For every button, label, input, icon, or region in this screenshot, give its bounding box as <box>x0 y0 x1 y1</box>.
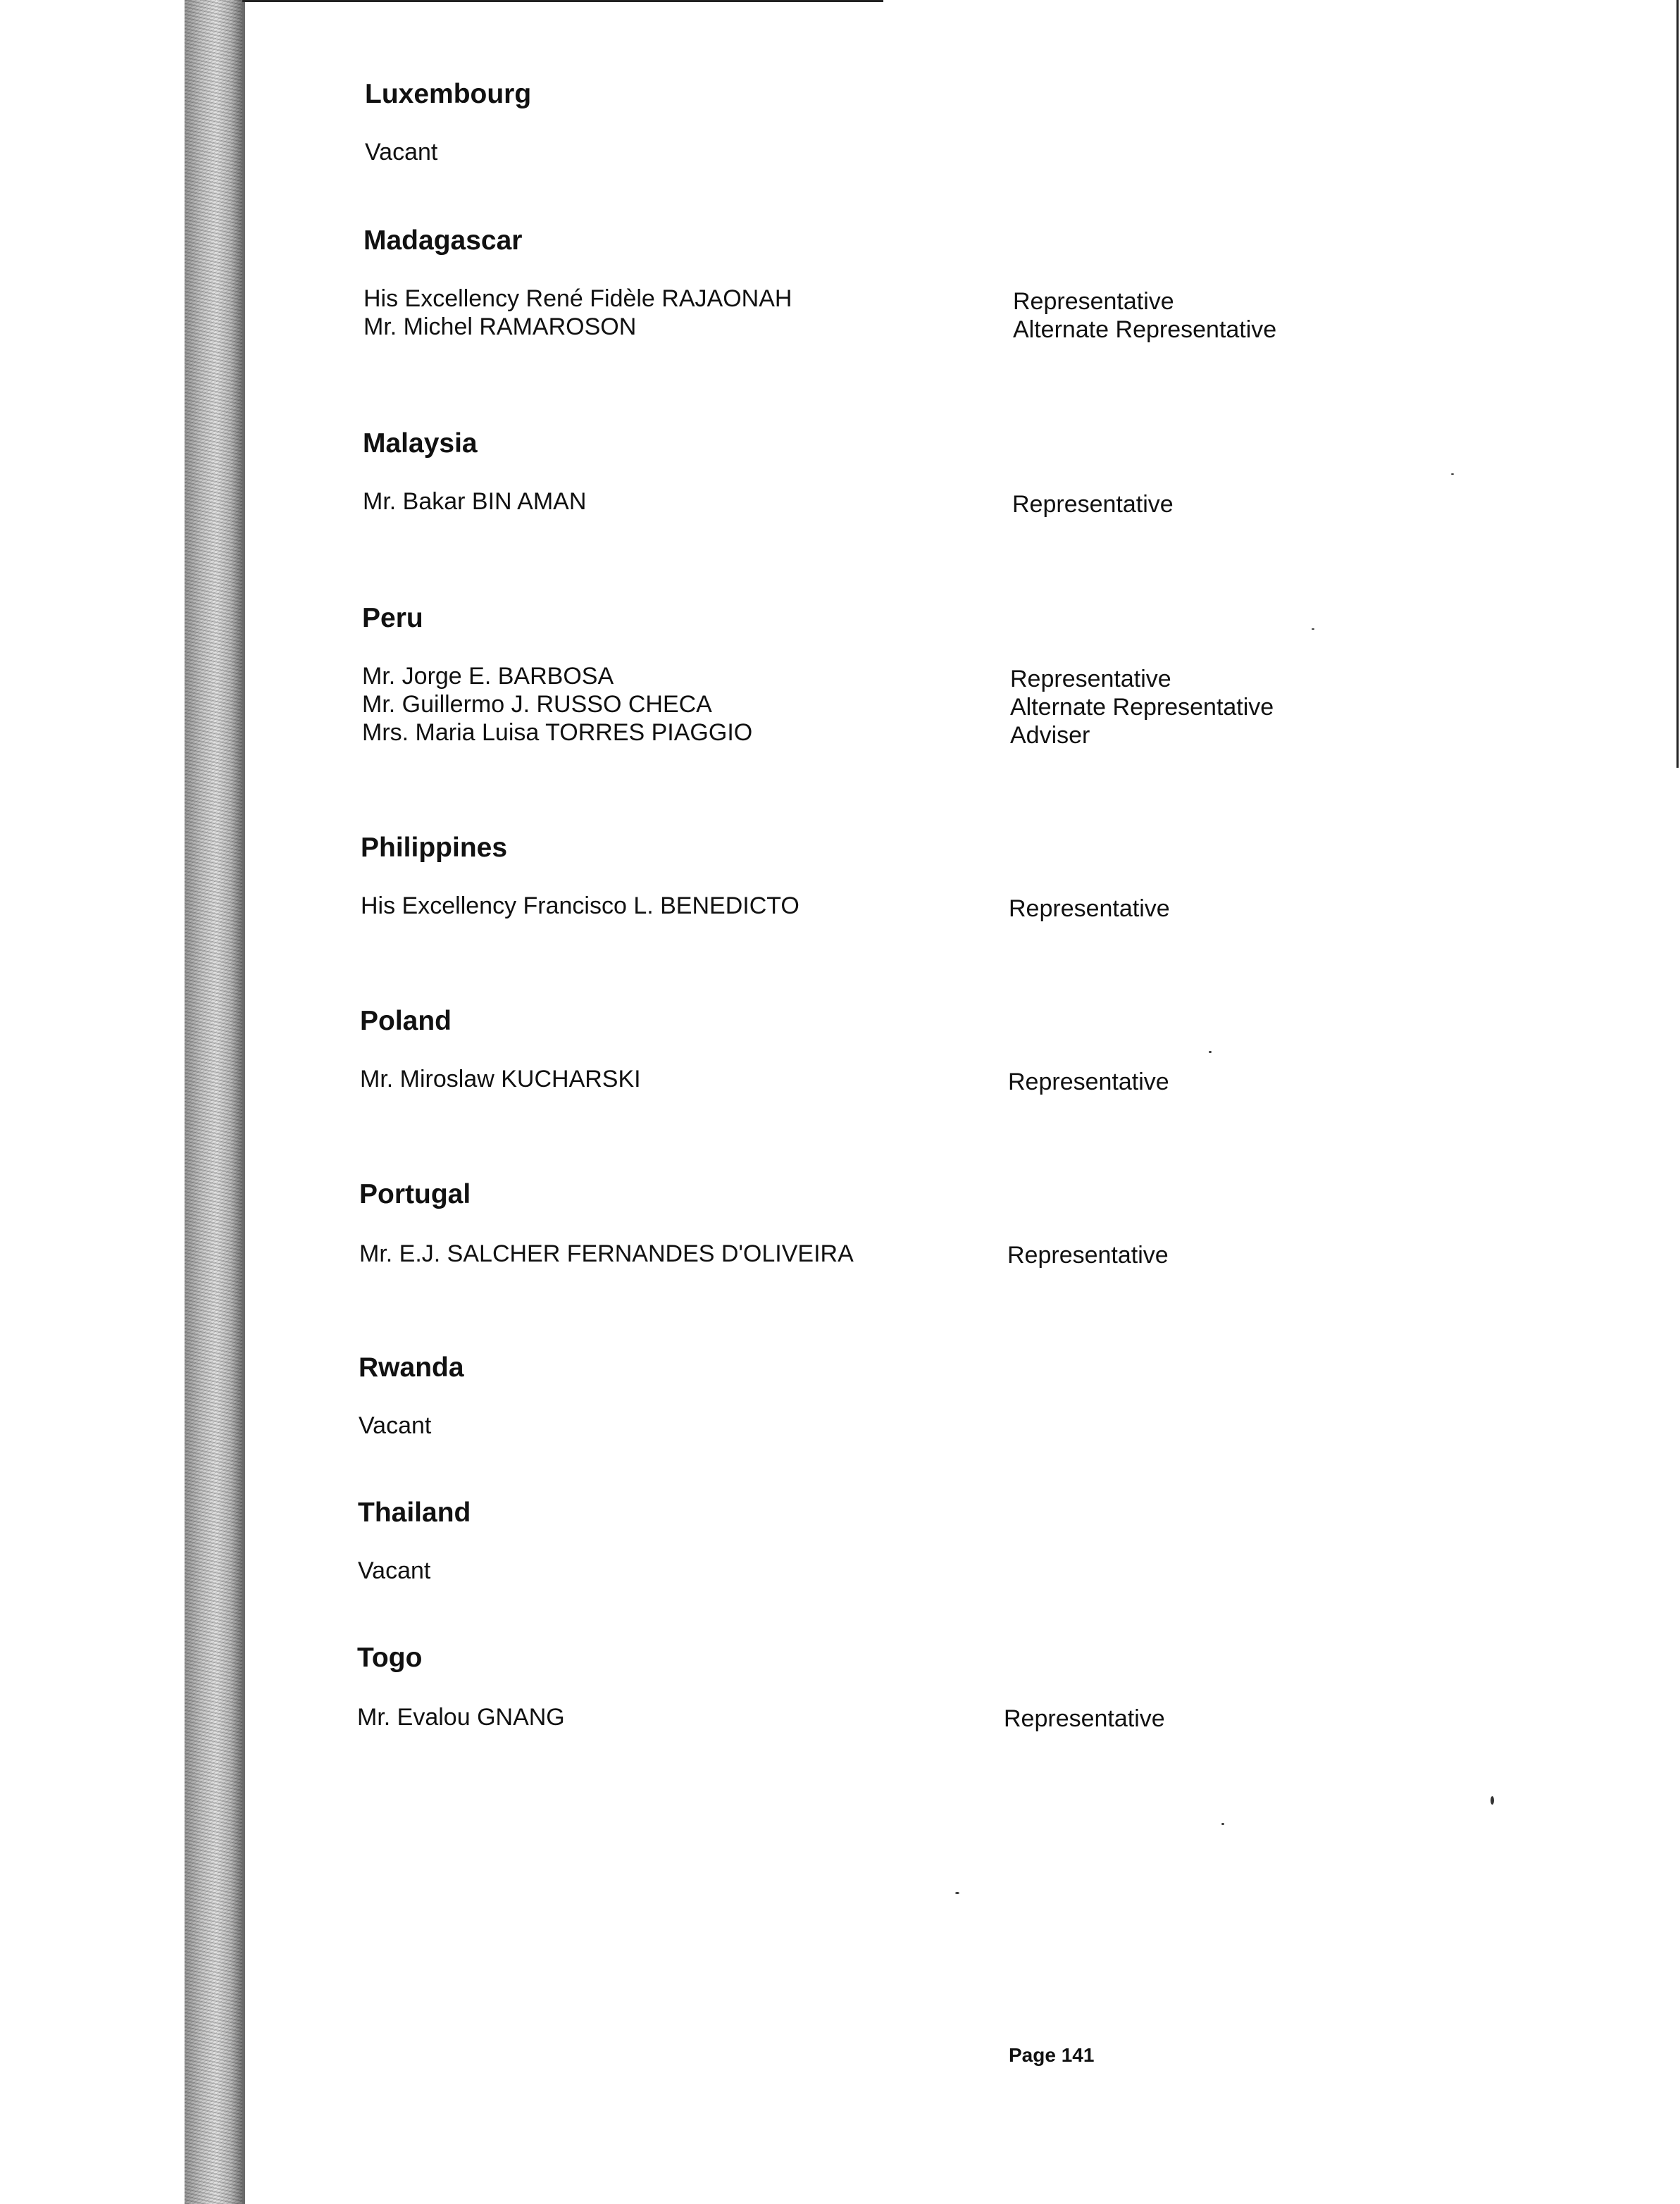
roles-column <box>1007 1241 1169 1269</box>
person-name: Mr. Michel RAMAROSON <box>363 313 637 340</box>
person-name: Mr. E.J. SALCHER FERNANDES D'OLIVEIRA <box>359 1240 854 1267</box>
roles-column <box>1009 895 1170 923</box>
country-heading: Madagascar <box>363 225 523 256</box>
person-name: Mr. Jorge E. BARBOSA <box>362 663 614 690</box>
person-name: Mr. Miroslaw KUCHARSKI <box>360 1066 641 1092</box>
person-name: Mr. Guillermo J. RUSSO CHECA <box>362 691 712 718</box>
roles-column <box>1004 1705 1165 1733</box>
scan-speck <box>1312 628 1314 630</box>
person-role: Representative <box>1013 288 1174 315</box>
roles-column <box>1010 665 1274 749</box>
person-name: Vacant <box>365 139 438 166</box>
country-heading: Portugal <box>359 1179 471 1209</box>
binding-edge <box>242 0 245 2204</box>
person-role: Representative <box>1008 1069 1169 1095</box>
person-role: Alternate Representative <box>1013 316 1277 343</box>
person-name: Mrs. Maria Luisa TORRES PIAGGIO <box>362 719 753 746</box>
scan-speck <box>1209 1051 1212 1053</box>
person-name: His Excellency René Fidèle RAJAONAH <box>363 285 792 312</box>
scan-speck <box>1221 1823 1224 1825</box>
country-heading: Rwanda <box>359 1352 464 1383</box>
person-name: Vacant <box>359 1412 432 1439</box>
names-column <box>359 1412 431 1440</box>
names-column <box>365 138 437 166</box>
top-border-line <box>242 0 883 2</box>
binding-strip <box>185 0 242 2204</box>
country-heading: Poland <box>360 1006 452 1036</box>
person-name: His Excellency Francisco L. BENEDICTO <box>361 892 799 919</box>
page-number: Page 141 <box>1009 2044 1095 2066</box>
names-column <box>357 1703 565 1731</box>
person-name: Mr. Evalou GNANG <box>357 1704 565 1731</box>
person-role: Representative <box>1009 895 1170 922</box>
person-role: Representative <box>1004 1705 1165 1732</box>
names-column <box>363 487 586 516</box>
country-heading: Luxembourg <box>365 79 532 109</box>
country-heading: Togo <box>357 1643 423 1673</box>
person-name: Vacant <box>358 1557 431 1584</box>
names-column <box>362 662 752 747</box>
person-role: Representative <box>1010 666 1171 692</box>
country-heading: Thailand <box>358 1498 471 1528</box>
person-name: Mr. Bakar BIN AMAN <box>363 488 587 515</box>
country-heading: Philippines <box>361 833 508 863</box>
names-column <box>358 1557 430 1585</box>
names-column <box>360 1065 641 1093</box>
scan-speck <box>955 1892 959 1894</box>
person-role: Representative <box>1012 491 1174 518</box>
names-column <box>363 285 792 341</box>
right-border-line <box>1676 0 1679 768</box>
country-heading: Malaysia <box>363 428 478 459</box>
person-role: Representative <box>1007 1242 1169 1269</box>
person-role: Adviser <box>1010 722 1090 749</box>
scan-speck <box>1491 1796 1494 1805</box>
person-role: Alternate Representative <box>1010 694 1274 721</box>
names-column <box>359 1240 854 1268</box>
roles-column <box>1013 287 1276 344</box>
roles-column <box>1008 1068 1169 1096</box>
names-column <box>361 892 799 920</box>
country-heading: Peru <box>362 603 423 633</box>
scan-speck <box>1451 473 1454 475</box>
roles-column <box>1012 490 1174 518</box>
